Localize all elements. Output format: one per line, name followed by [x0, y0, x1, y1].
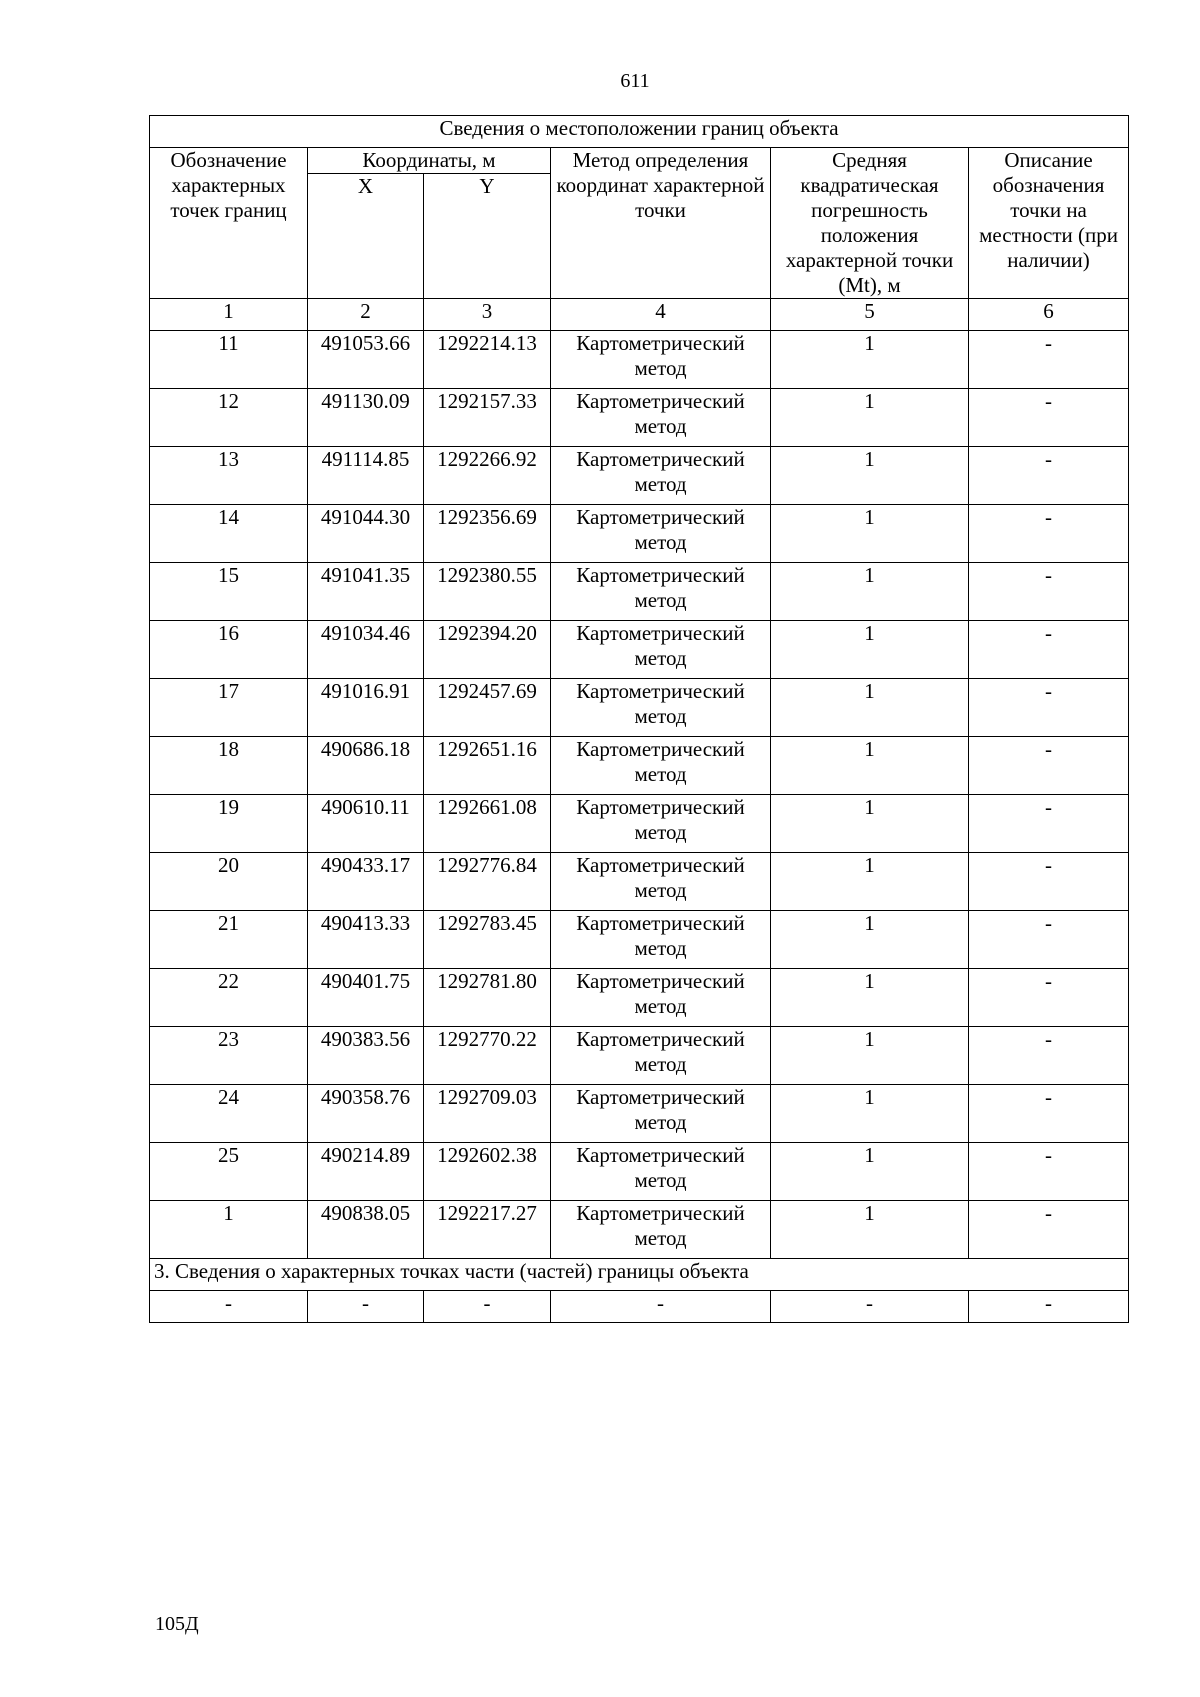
- method-cell: Картометрический метод: [551, 447, 771, 505]
- point-cell: 25: [150, 1143, 308, 1201]
- x-coordinate-cell: 491034.46: [308, 621, 424, 679]
- mean-error-cell: 1: [771, 1143, 969, 1201]
- y-coordinate-cell: 1292776.84: [424, 853, 551, 911]
- header-x: X: [308, 174, 424, 299]
- table-row: [150, 447, 1129, 505]
- column-number: 6: [969, 299, 1129, 331]
- x-coordinate-cell: 490383.56: [308, 1027, 424, 1085]
- x-coordinate-cell: 491053.66: [308, 331, 424, 389]
- mean-error-cell: 1: [771, 1085, 969, 1143]
- y-coordinate-cell: 1292783.45: [424, 911, 551, 969]
- y-coordinate-cell: 1292602.38: [424, 1143, 551, 1201]
- mean-error-cell: 1: [771, 1027, 969, 1085]
- x-coordinate-cell: 491016.91: [308, 679, 424, 737]
- description-cell: -: [969, 737, 1129, 795]
- mean-error-cell: 1: [771, 447, 969, 505]
- mean-error-cell: 1: [771, 389, 969, 447]
- table-row: [150, 331, 1129, 389]
- x-coordinate-cell: 491044.30: [308, 505, 424, 563]
- x-coordinate-cell: 490433.17: [308, 853, 424, 911]
- boundary-coordinates-table: [149, 115, 1129, 1323]
- table-row: [150, 505, 1129, 563]
- point-cell: 16: [150, 621, 308, 679]
- column-number: 1: [150, 299, 308, 331]
- table-row: [150, 1027, 1129, 1085]
- method-cell: Картометрический метод: [551, 389, 771, 447]
- mean-error-cell: 1: [771, 969, 969, 1027]
- x-coordinate-cell: 490610.11: [308, 795, 424, 853]
- y-coordinate-cell: 1292661.08: [424, 795, 551, 853]
- description-cell: -: [969, 1085, 1129, 1143]
- description-cell: -: [969, 911, 1129, 969]
- header-mean-error: Средняя квадратическая погрешность положения характерной точки (Mt), м: [771, 148, 969, 299]
- mean-error-cell: 1: [771, 563, 969, 621]
- table-row: [150, 1085, 1129, 1143]
- description-cell: -: [969, 563, 1129, 621]
- column-number: 4: [551, 299, 771, 331]
- mean-error-cell: 1: [771, 853, 969, 911]
- point-cell: 15: [150, 563, 308, 621]
- description-cell: -: [969, 1201, 1129, 1259]
- header-description: Описание обозначения точки на местности (при наличии): [969, 148, 1129, 299]
- empty-cell: -: [969, 1291, 1129, 1323]
- mean-error-cell: 1: [771, 679, 969, 737]
- point-cell: 19: [150, 795, 308, 853]
- x-coordinate-cell: 490686.18: [308, 737, 424, 795]
- method-cell: Картометрический метод: [551, 853, 771, 911]
- mean-error-cell: 1: [771, 911, 969, 969]
- description-cell: -: [969, 1143, 1129, 1201]
- description-cell: -: [969, 505, 1129, 563]
- table-row: [150, 911, 1129, 969]
- description-cell: -: [969, 795, 1129, 853]
- mean-error-cell: 1: [771, 331, 969, 389]
- table-row: [150, 563, 1129, 621]
- x-coordinate-cell: 491041.35: [308, 563, 424, 621]
- mean-error-cell: 1: [771, 1201, 969, 1259]
- method-cell: Картометрический метод: [551, 331, 771, 389]
- document-code: 105Д: [155, 1613, 199, 1635]
- column-number: 3: [424, 299, 551, 331]
- y-coordinate-cell: 1292709.03: [424, 1085, 551, 1143]
- method-cell: Картометрический метод: [551, 621, 771, 679]
- point-cell: 1: [150, 1201, 308, 1259]
- x-coordinate-cell: 491130.09: [308, 389, 424, 447]
- column-number: 5: [771, 299, 969, 331]
- method-cell: Картометрический метод: [551, 737, 771, 795]
- y-coordinate-cell: 1292394.20: [424, 621, 551, 679]
- x-coordinate-cell: 490401.75: [308, 969, 424, 1027]
- point-cell: 11: [150, 331, 308, 389]
- method-cell: Картометрический метод: [551, 505, 771, 563]
- page-number: 611: [620, 70, 650, 92]
- method-cell: Картометрический метод: [551, 563, 771, 621]
- y-coordinate-cell: 1292781.80: [424, 969, 551, 1027]
- y-coordinate-cell: 1292157.33: [424, 389, 551, 447]
- table-row: [150, 621, 1129, 679]
- header-method: Метод определения координат характерной точки: [551, 148, 771, 299]
- column-number: 2: [308, 299, 424, 331]
- y-coordinate-cell: 1292217.27: [424, 1201, 551, 1259]
- empty-cell: -: [771, 1291, 969, 1323]
- method-cell: Картометрический метод: [551, 1201, 771, 1259]
- mean-error-cell: 1: [771, 505, 969, 563]
- empty-cell: -: [551, 1291, 771, 1323]
- y-coordinate-cell: 1292651.16: [424, 737, 551, 795]
- point-cell: 14: [150, 505, 308, 563]
- description-cell: -: [969, 969, 1129, 1027]
- description-cell: -: [969, 389, 1129, 447]
- point-cell: 21: [150, 911, 308, 969]
- table-row: [150, 1201, 1129, 1259]
- point-cell: 20: [150, 853, 308, 911]
- mean-error-cell: 1: [771, 737, 969, 795]
- header-point-designation: Обозначение характерных точек границ: [150, 148, 308, 299]
- x-coordinate-cell: 490358.76: [308, 1085, 424, 1143]
- table-row: [150, 389, 1129, 447]
- method-cell: Картометрический метод: [551, 1027, 771, 1085]
- table-title: Сведения о местоположении границ объекта: [150, 116, 1129, 148]
- method-cell: Картометрический метод: [551, 1143, 771, 1201]
- table-row: [150, 853, 1129, 911]
- x-coordinate-cell: 490214.89: [308, 1143, 424, 1201]
- empty-cell: -: [150, 1291, 308, 1323]
- method-cell: Картометрический метод: [551, 969, 771, 1027]
- column-numbers-row: [150, 299, 1129, 331]
- x-coordinate-cell: 490838.05: [308, 1201, 424, 1259]
- x-coordinate-cell: 490413.33: [308, 911, 424, 969]
- point-cell: 23: [150, 1027, 308, 1085]
- mean-error-cell: 1: [771, 795, 969, 853]
- y-coordinate-cell: 1292457.69: [424, 679, 551, 737]
- y-coordinate-cell: 1292380.55: [424, 563, 551, 621]
- method-cell: Картометрический метод: [551, 1085, 771, 1143]
- description-cell: -: [969, 1027, 1129, 1085]
- description-cell: -: [969, 679, 1129, 737]
- y-coordinate-cell: 1292356.69: [424, 505, 551, 563]
- y-coordinate-cell: 1292214.13: [424, 331, 551, 389]
- point-cell: 18: [150, 737, 308, 795]
- description-cell: -: [969, 621, 1129, 679]
- empty-cell: -: [424, 1291, 551, 1323]
- section-row: [150, 1259, 1129, 1291]
- y-coordinate-cell: 1292266.92: [424, 447, 551, 505]
- description-cell: -: [969, 853, 1129, 911]
- y-coordinate-cell: 1292770.22: [424, 1027, 551, 1085]
- description-cell: -: [969, 331, 1129, 389]
- header-coordinates: Координаты, м: [308, 148, 551, 174]
- mean-error-cell: 1: [771, 621, 969, 679]
- table-row: [150, 1143, 1129, 1201]
- point-cell: 13: [150, 447, 308, 505]
- table-row: [150, 795, 1129, 853]
- empty-row: [150, 1291, 1129, 1323]
- table-row: [150, 969, 1129, 1027]
- point-cell: 17: [150, 679, 308, 737]
- point-cell: 24: [150, 1085, 308, 1143]
- point-cell: 22: [150, 969, 308, 1027]
- empty-cell: -: [308, 1291, 424, 1323]
- method-cell: Картометрический метод: [551, 795, 771, 853]
- table-row: [150, 737, 1129, 795]
- description-cell: -: [969, 447, 1129, 505]
- header-y: Y: [424, 174, 551, 299]
- x-coordinate-cell: 491114.85: [308, 447, 424, 505]
- method-cell: Картометрический метод: [551, 911, 771, 969]
- method-cell: Картометрический метод: [551, 679, 771, 737]
- section-title: 3. Сведения о характерных точках части (частей) границы объекта: [150, 1259, 1129, 1291]
- point-cell: 12: [150, 389, 308, 447]
- table-row: [150, 679, 1129, 737]
